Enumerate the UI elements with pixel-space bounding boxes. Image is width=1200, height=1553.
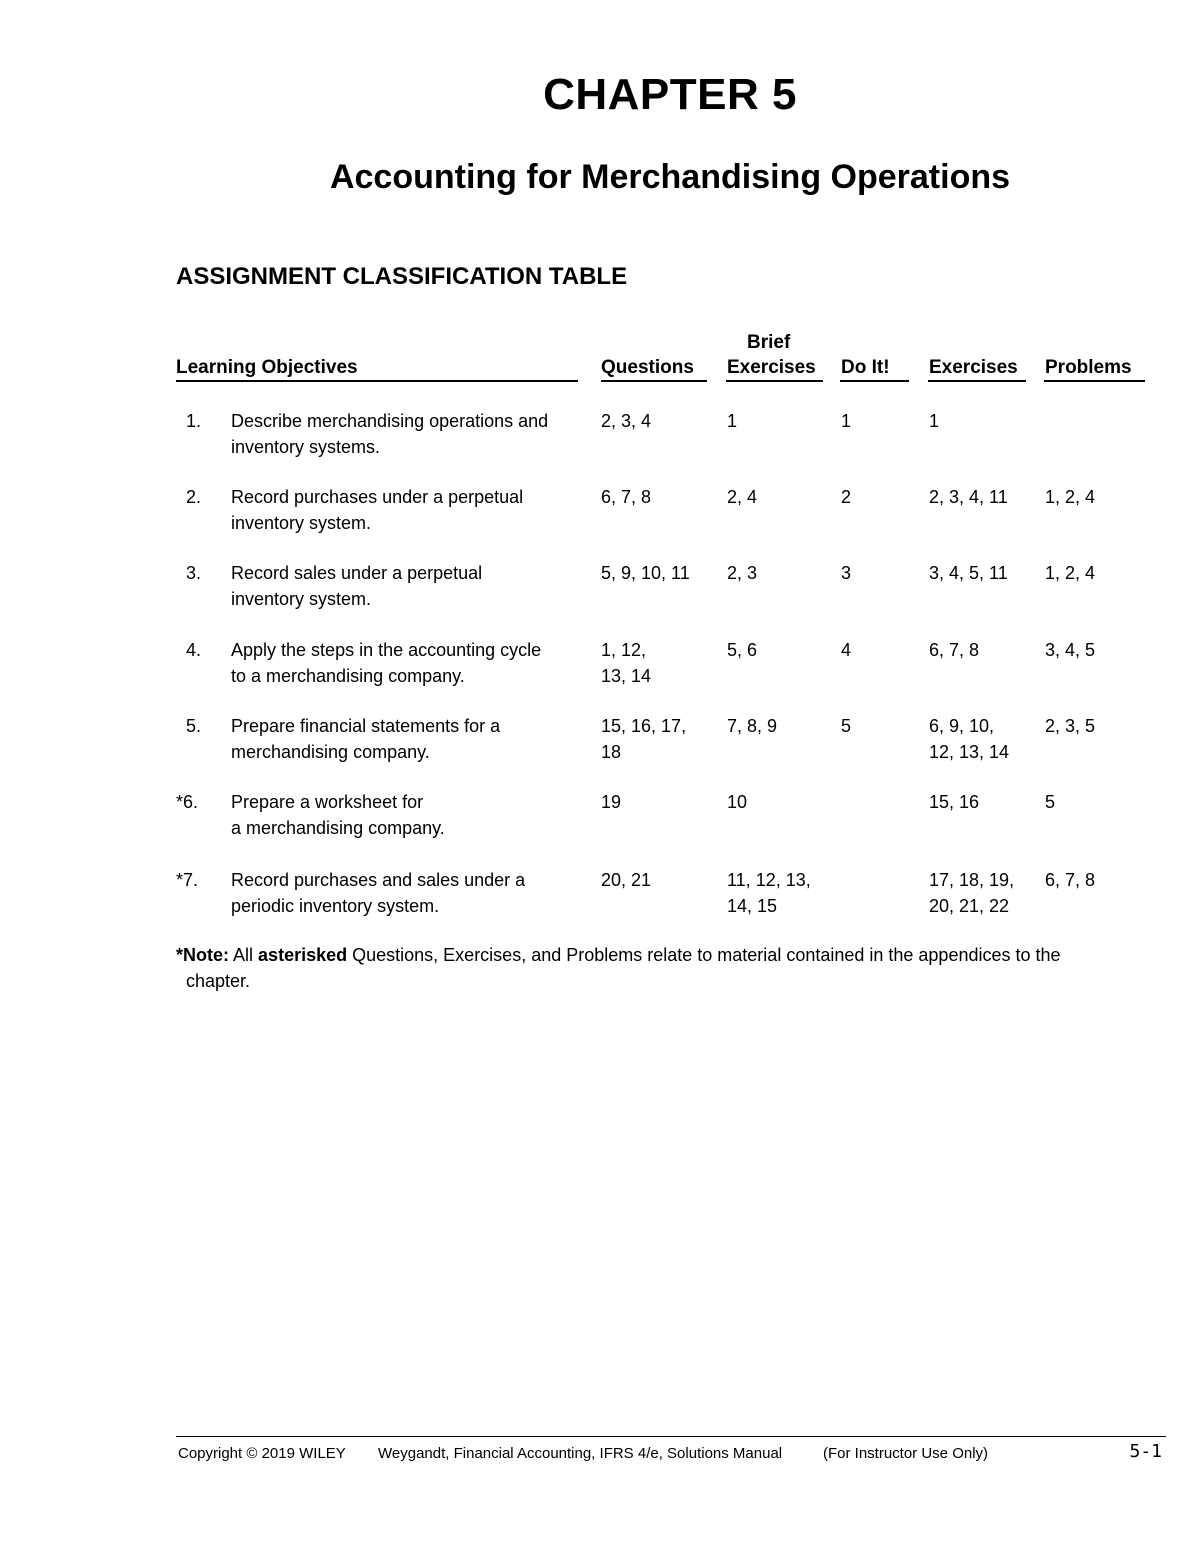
learning-objective: Describe merchandising operations and inventory systems. — [231, 411, 549, 457]
row-number: *7. — [176, 870, 199, 890]
header-rule-problems — [1044, 380, 1145, 382]
exercises-cell: 2, 3, 4, 11 — [929, 487, 1008, 507]
do-it-cell: 4 — [841, 640, 852, 660]
do-it-cell: 3 — [841, 563, 852, 583]
footer-book-title: Weygandt, Financial Accounting, IFRS 4/e, Solutions Manual — [378, 1445, 783, 1462]
brief-exercises-cell: 2, 4 — [727, 487, 758, 507]
row-number: *6. — [176, 792, 199, 812]
learning-objective: Prepare financial statements for a merchandising company. — [231, 716, 501, 762]
note-label: *Note: — [176, 945, 229, 965]
asterisk-note — [176, 942, 1166, 994]
row-number: 4. — [186, 640, 202, 660]
learning-objective: Record purchases and sales under a periodic inventory system. — [231, 870, 526, 916]
note-bold-word: asterisked — [258, 945, 348, 965]
questions-cell: 20, 21 — [601, 870, 652, 890]
chapter-heading: CHAPTER 5 — [543, 70, 797, 119]
footer-rule — [176, 1436, 1166, 1437]
chapter-subtitle: Accounting for Merchandising Operations — [329, 158, 1011, 196]
exercises-cell: 6, 7, 8 — [929, 640, 980, 660]
questions-cell: 15, 16, 17, 18 — [601, 716, 687, 762]
learning-objective: Apply the steps in the accounting cycle to a merchandising company. — [231, 640, 542, 686]
exercises-cell: 15, 16 — [929, 792, 980, 812]
exercises-cell: 1 — [929, 411, 940, 431]
footer-use-notice: (For Instructor Use Only) — [823, 1445, 989, 1462]
problems-cell: 1, 2, 4 — [1045, 487, 1096, 507]
questions-cell: 1, 12, 13, 14 — [601, 640, 652, 686]
section-title: ASSIGNMENT CLASSIFICATION TABLE — [176, 263, 628, 290]
exercises-cell: 3, 4, 5, 11 — [929, 563, 1008, 583]
brief-exercises-cell: 10 — [727, 792, 748, 812]
problems-cell: 1, 2, 4 — [1045, 563, 1096, 583]
note-text-pre: All — [233, 945, 254, 965]
brief-exercises-cell: 7, 8, 9 — [727, 716, 778, 736]
header-rule-questions — [601, 380, 707, 382]
brief-exercises-cell: 11, 12, 13, 14, 15 — [727, 870, 811, 916]
header-rule-objectives — [176, 380, 578, 382]
header-brief-top: Brief — [747, 332, 791, 353]
row-number: 5. — [186, 716, 202, 736]
page-number: 5-1 — [1129, 1441, 1162, 1462]
problems-cell: 3, 4, 5 — [1045, 640, 1096, 660]
row-number: 1. — [186, 411, 202, 431]
header-rule-brief — [726, 380, 823, 382]
brief-exercises-cell: 1 — [727, 411, 738, 431]
header-brief-exercises: Exercises — [727, 357, 816, 378]
exercises-cell: 17, 18, 19, 20, 21, 22 — [929, 870, 1015, 916]
note-text-rest: Questions, Exercises, and Problems relate to material contained in the appendices to the — [352, 945, 1061, 965]
header-do-it: Do It! — [841, 357, 890, 378]
footer-copyright: Copyright © 2019 WILEY — [178, 1445, 346, 1462]
exercises-cell: 6, 9, 10, 12, 13, 14 — [929, 716, 1010, 762]
problems-cell: 6, 7, 8 — [1045, 870, 1096, 890]
questions-cell: 19 — [601, 792, 622, 812]
learning-objective: Prepare a worksheet for a merchandising company. — [231, 792, 445, 838]
brief-exercises-cell: 2, 3 — [727, 563, 758, 583]
do-it-cell: 1 — [841, 411, 852, 431]
questions-cell: 2, 3, 4 — [601, 411, 652, 431]
learning-objective: Record purchases under a perpetual inventory system. — [231, 487, 524, 533]
header-rule-exercises — [928, 380, 1026, 382]
header-learning-objectives: Learning Objectives — [176, 357, 358, 378]
learning-objective: Record sales under a perpetual inventory system. — [231, 563, 483, 609]
problems-cell: 2, 3, 5 — [1045, 716, 1096, 736]
row-number: 2. — [186, 487, 202, 507]
header-exercises: Exercises — [929, 357, 1018, 378]
header-rule-doit — [840, 380, 909, 382]
problems-cell: 5 — [1045, 792, 1056, 812]
header-problems: Problems — [1045, 357, 1132, 378]
questions-cell: 6, 7, 8 — [601, 487, 652, 507]
note-text-line2: chapter. — [186, 971, 251, 991]
header-questions: Questions — [601, 357, 694, 378]
row-number: 3. — [186, 563, 202, 583]
questions-cell: 5, 9, 10, 11 — [601, 563, 690, 583]
brief-exercises-cell: 5, 6 — [727, 640, 758, 660]
do-it-cell: 5 — [841, 716, 852, 736]
do-it-cell: 2 — [841, 487, 852, 507]
